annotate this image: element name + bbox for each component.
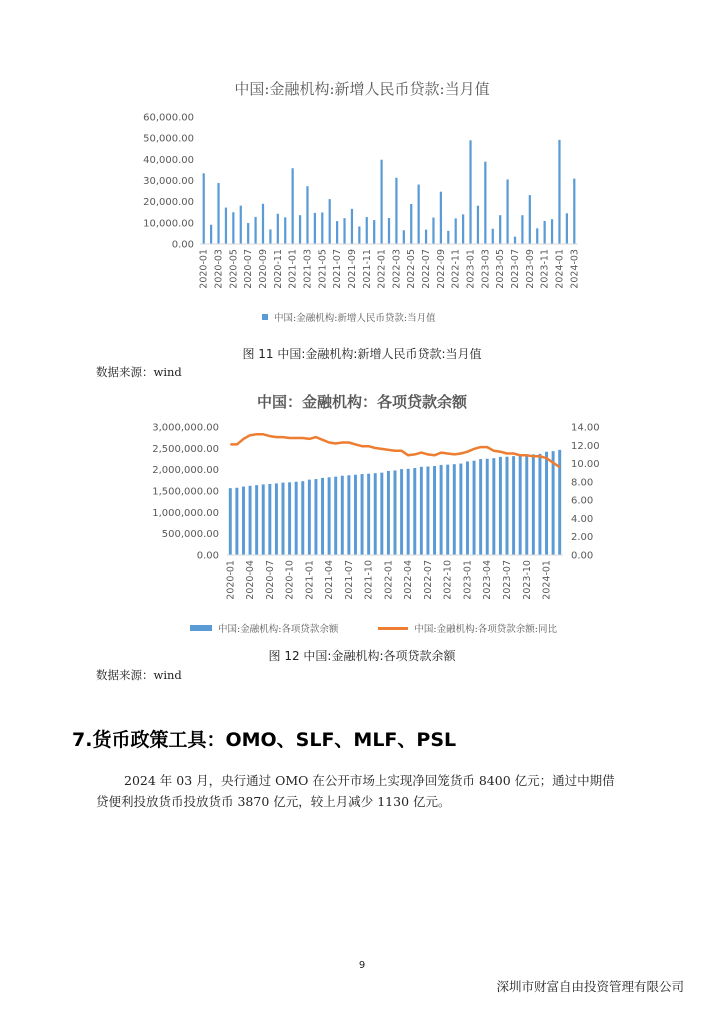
bar xyxy=(380,473,383,555)
bar xyxy=(321,212,323,244)
figure11-source: 数据来源：wind xyxy=(96,365,182,379)
bar xyxy=(343,218,345,244)
bar xyxy=(425,230,427,244)
bar xyxy=(514,237,516,244)
x-tick-label: 2023-05 xyxy=(495,249,507,289)
legend-line-swatch xyxy=(378,627,408,630)
bar xyxy=(566,213,568,244)
x-tick-label: 2021-07 xyxy=(332,249,344,289)
bar xyxy=(225,208,227,244)
y-right-tick-label: 6.00 xyxy=(571,495,594,507)
yoy-line xyxy=(230,434,559,467)
section-heading: 7.货币政策工具：OMO、SLF、MLF、PSL xyxy=(72,729,457,751)
y-left-tick-label: 500,000.00 xyxy=(161,529,219,541)
bar xyxy=(545,452,548,555)
y-right-tick-label: 10.00 xyxy=(571,459,600,471)
bar xyxy=(492,229,494,244)
chart2-loan-balance xyxy=(0,415,724,610)
x-tick-label: 2020-07 xyxy=(243,248,255,289)
x-tick-label: 2020-05 xyxy=(228,249,240,289)
y-right-tick-label: 8.00 xyxy=(571,477,594,489)
legend-bar-swatch xyxy=(262,314,268,320)
x-tick-label: 2023-07 xyxy=(510,249,521,289)
x-tick-label: 2020-10 xyxy=(284,560,296,600)
bar xyxy=(532,454,535,555)
x-tick-label: 2022-03 xyxy=(391,249,403,289)
x-tick-label: 2022-10 xyxy=(442,560,454,600)
chart2-legend-bar-label: 中国:金融机构:各项贷款余额 xyxy=(218,624,339,635)
page-number: 9 xyxy=(358,960,366,971)
bar xyxy=(269,229,271,244)
bar xyxy=(538,454,541,555)
bar xyxy=(334,477,337,555)
x-tick-label: 2022-04 xyxy=(403,560,415,600)
bar xyxy=(380,160,382,244)
bar xyxy=(484,162,486,244)
x-tick-label: 2020-04 xyxy=(245,560,257,600)
bar xyxy=(292,168,294,244)
chart1-legend-label: 中国:金融机构:新增人民币贷款:当月值 xyxy=(274,313,436,324)
x-tick-label: 2023-10 xyxy=(521,560,533,600)
bar xyxy=(299,215,301,244)
y-left-tick-label: 2,000,000.00 xyxy=(152,465,219,477)
bar xyxy=(473,461,476,555)
bar xyxy=(329,199,331,244)
bar xyxy=(336,221,338,244)
bar xyxy=(295,482,298,555)
bar xyxy=(407,469,410,555)
bar xyxy=(284,217,286,244)
bar xyxy=(373,220,375,244)
x-tick-label: 2021-03 xyxy=(302,249,314,289)
bar xyxy=(420,467,423,555)
x-tick-label: 2022-09 xyxy=(435,249,447,289)
bar xyxy=(347,475,350,555)
bar xyxy=(328,477,331,555)
x-tick-label: 2022-07 xyxy=(421,249,433,289)
bar xyxy=(492,458,495,555)
y-right-tick-label: 14.00 xyxy=(571,422,600,434)
y-tick-label: 10,000.00 xyxy=(143,218,194,230)
bar xyxy=(366,217,368,244)
bar xyxy=(203,173,205,244)
x-tick-label: 2021-04 xyxy=(324,560,336,600)
x-tick-label: 2021-09 xyxy=(346,249,358,289)
y-tick-label: 30,000.00 xyxy=(143,176,194,187)
x-tick-label: 2022-01 xyxy=(383,560,395,600)
x-tick-label: 2020-01 xyxy=(198,249,210,289)
bar xyxy=(229,488,232,555)
chart1-monthly-new-loans xyxy=(0,100,724,300)
chart2-legend xyxy=(190,621,557,635)
bar xyxy=(506,457,509,555)
x-tick-label: 2020-07 xyxy=(264,560,276,600)
bar xyxy=(466,461,469,555)
bar xyxy=(499,215,501,244)
bar xyxy=(314,479,317,555)
bar xyxy=(282,483,285,555)
bar xyxy=(308,480,311,555)
bar xyxy=(388,218,390,244)
bar xyxy=(275,483,278,555)
bar xyxy=(447,231,449,244)
chart1-legend xyxy=(262,310,436,324)
bar xyxy=(418,185,420,244)
bar xyxy=(410,204,412,244)
y-tick-label: 20,000.00 xyxy=(143,197,194,209)
x-tick-label: 2020-11 xyxy=(272,249,284,289)
bar xyxy=(354,475,357,555)
figure12-caption: 图 12 中国:金融机构:各项贷款余额 xyxy=(268,649,456,663)
bar xyxy=(367,474,370,555)
bar xyxy=(558,140,560,244)
bar xyxy=(400,469,403,555)
bar xyxy=(446,465,449,555)
bar xyxy=(499,457,502,555)
bar xyxy=(486,459,489,555)
y-left-tick-label: 1,500,000.00 xyxy=(152,486,219,498)
x-tick-label: 2021-01 xyxy=(287,249,299,289)
y-tick-label: 40,000.00 xyxy=(143,154,194,166)
bar xyxy=(306,186,308,244)
bar xyxy=(453,464,456,555)
bar xyxy=(288,482,291,555)
bar xyxy=(358,226,360,244)
section-paragraph-line1: 2024 年 03 月，央行通过 OMO 在公开市场上实现净回笼货币 8400 亿元；通过中期借 xyxy=(124,773,615,788)
chart1-title: 中国:金融机构:新增人民币贷款:当月值 xyxy=(234,80,490,98)
x-tick-label: 2021-11 xyxy=(361,249,373,289)
bar xyxy=(573,179,575,244)
bar xyxy=(433,466,436,555)
bar xyxy=(432,218,434,244)
bar xyxy=(374,473,377,555)
bar xyxy=(506,179,508,244)
y-right-tick-label: 4.00 xyxy=(571,513,594,525)
legend-bar-swatch xyxy=(190,625,212,631)
x-tick-label: 2024-01 xyxy=(554,249,566,289)
x-tick-label: 2023-01 xyxy=(465,249,477,289)
bar xyxy=(462,214,464,244)
bar xyxy=(255,485,258,555)
y-right-tick-label: 2.00 xyxy=(571,532,594,544)
x-tick-label: 2023-07 xyxy=(502,560,513,600)
x-tick-label: 2022-01 xyxy=(376,249,388,289)
x-tick-label: 2020-03 xyxy=(213,249,225,289)
y-tick-label: 60,000.00 xyxy=(143,112,194,124)
bar xyxy=(321,478,324,555)
y-tick-label: 0.00 xyxy=(171,239,194,251)
bar xyxy=(459,464,462,555)
x-tick-label: 2020-01 xyxy=(225,560,237,600)
bar xyxy=(440,192,442,244)
x-tick-label: 2022-07 xyxy=(422,560,434,600)
x-tick-label: 2021-01 xyxy=(304,560,316,600)
x-tick-label: 2021-05 xyxy=(317,249,329,289)
x-tick-label: 2020-09 xyxy=(258,249,269,289)
bar xyxy=(479,459,482,555)
chart2-title: 中国：金融机构：各项贷款余额 xyxy=(256,393,467,411)
bar xyxy=(232,212,234,244)
bar xyxy=(426,467,429,555)
x-tick-label: 2023-11 xyxy=(539,249,551,289)
bar xyxy=(247,223,249,244)
y-left-tick-label: 3,000,000.00 xyxy=(152,422,219,434)
bar xyxy=(395,178,397,244)
bar xyxy=(341,476,344,555)
bar xyxy=(217,183,219,244)
bar xyxy=(268,484,271,555)
bar xyxy=(403,230,405,244)
bar xyxy=(249,486,252,555)
y-left-tick-label: 2,500,000.00 xyxy=(152,443,219,455)
y-tick-label: 50,000.00 xyxy=(143,133,194,145)
section-paragraph-line2: 贷便利投放货币投放货币 3870 亿元，较上月减少 1130 亿元。 xyxy=(96,794,451,809)
bar xyxy=(455,218,457,244)
bar xyxy=(361,474,364,555)
x-tick-label: 2023-01 xyxy=(462,560,474,600)
figure11-caption: 图 11 中国:金融机构:新增人民币贷款:当月值 xyxy=(242,347,482,361)
bar xyxy=(351,209,353,244)
bar xyxy=(536,228,538,244)
bar xyxy=(521,215,523,244)
x-tick-label: 2022-11 xyxy=(450,249,462,289)
y-left-tick-label: 0.00 xyxy=(196,550,219,562)
bar xyxy=(525,455,528,555)
bar xyxy=(519,455,522,555)
bar xyxy=(314,213,316,244)
x-tick-label: 2021-07 xyxy=(343,560,355,600)
y-left-tick-label: 1,000,000.00 xyxy=(152,507,219,519)
bar xyxy=(544,221,546,244)
x-tick-label: 2023-04 xyxy=(482,560,494,600)
bar xyxy=(512,456,515,555)
x-tick-label: 2023-03 xyxy=(480,248,492,289)
bar xyxy=(413,468,416,555)
x-tick-label: 2023-09 xyxy=(524,249,536,289)
x-tick-label: 2021-10 xyxy=(363,560,375,600)
bar xyxy=(440,465,443,555)
y-right-tick-label: 0.00 xyxy=(571,550,594,562)
bar xyxy=(262,204,264,244)
x-tick-label: 2022-05 xyxy=(406,249,418,289)
bar xyxy=(469,140,471,244)
y-right-tick-label: 12.00 xyxy=(571,440,600,452)
bar xyxy=(240,206,242,244)
chart2-legend-line-label: 中国:金融机构:各项贷款余额:同比 xyxy=(414,624,558,635)
figure12-source: 数据来源：wind xyxy=(96,668,182,682)
bar xyxy=(277,214,279,244)
bar xyxy=(552,451,555,555)
x-tick-label: 2024-01 xyxy=(541,560,553,600)
bar xyxy=(242,487,245,555)
bar xyxy=(301,481,304,555)
bar xyxy=(551,219,553,244)
footer-company: 深圳市财富自由投资管理有限公司 xyxy=(496,979,684,994)
bar xyxy=(262,484,265,555)
x-tick-label: 2024-03 xyxy=(569,249,581,289)
bar xyxy=(210,225,212,244)
bar xyxy=(529,195,531,244)
bar xyxy=(477,206,479,244)
bar xyxy=(254,217,256,244)
bar xyxy=(235,488,238,555)
bar xyxy=(387,471,390,555)
bar xyxy=(394,470,397,555)
